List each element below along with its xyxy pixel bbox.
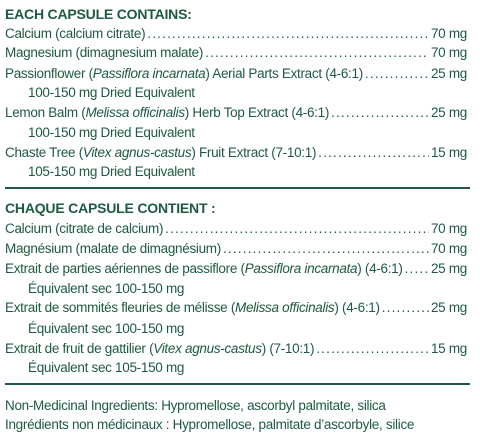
french-ingredient-row <box>5 300 467 316</box>
ingredient-latin-name: Vitex agnus-castus <box>153 341 262 356</box>
ingredient-name: Calcium (citrate de calcium) <box>5 221 164 236</box>
french-ingredient-row <box>5 221 467 237</box>
dot-leader <box>405 261 429 277</box>
ingredient-details: ) Fruit Extract (7-10:1) <box>191 145 317 160</box>
ingredient-name: Extrait de sommités fleuries de mélisse ( <box>5 300 236 315</box>
dot-leader <box>316 341 429 357</box>
dot-leader <box>165 221 429 237</box>
ingredient-name: Lemon Balm ( <box>5 105 86 120</box>
french-dried-equivalent: Équivalent sec 105-150 mg <box>28 360 185 375</box>
ingredient-details: ) (4-6:1) <box>357 261 403 276</box>
dot-leader <box>318 145 429 161</box>
section-divider <box>5 383 470 385</box>
ingredient-name: Passionflower ( <box>5 66 93 81</box>
english-dried-equivalent: 100-150 mg Dried Equivalent <box>28 85 195 100</box>
ingredient-latin-name: Passiflora incarnata <box>92 66 206 81</box>
french-ingredient-row <box>5 341 467 357</box>
english-ingredient-row <box>5 26 467 42</box>
ingredient-latin-name: Melissa officinalis <box>235 300 335 315</box>
dot-leader <box>205 45 429 61</box>
english-dried-equivalent: 105-150 mg Dried Equivalent <box>28 164 195 179</box>
ingredient-name: Magnesium (dimagnesium malate) <box>5 45 204 60</box>
ingredient-latin-name: Passiflora incarnata <box>244 261 358 276</box>
dot-leader <box>382 300 429 316</box>
ingredient-name: Magnésium (malate de dimagnésium) <box>5 241 221 256</box>
ingredient-details: ) (7-10:1) <box>261 341 315 356</box>
ingredient-name: Extrait de fruit de gattilier ( <box>5 341 154 356</box>
english-heading: EACH CAPSULE CONTAINS: <box>5 6 192 22</box>
dot-leader <box>147 26 429 42</box>
dot-leader <box>331 105 429 121</box>
non-medicinal-ingredients-fr: Ingrédients non médicinaux : Hypromellose, palmitate d’ascorbyle, silice <box>5 417 415 432</box>
ingredient-amount: 15 mg <box>430 341 467 356</box>
french-dried-equivalent: Équivalent sec 100-150 mg <box>28 281 185 296</box>
ingredient-amount: 25 mg <box>430 261 467 276</box>
ingredient-latin-name: Melissa officinalis <box>85 105 185 120</box>
ingredient-amount: 15 mg <box>430 145 467 160</box>
french-dried-equivalent: Équivalent sec 100-150 mg <box>28 321 185 336</box>
non-medicinal-ingredients-en: Non-Medicinal Ingredients: Hypromellose, ascorbyl palmitate, silica <box>5 398 386 413</box>
ingredient-amount: 70 mg <box>430 26 467 41</box>
dot-leader <box>223 241 429 257</box>
ingredient-latin-name: Vitex agnus-castus <box>82 145 192 160</box>
ingredient-amount: 25 mg <box>430 105 467 120</box>
english-dried-equivalent: 100-150 mg Dried Equivalent <box>28 125 195 140</box>
ingredient-amount: 25 mg <box>430 66 467 81</box>
ingredient-amount: 70 mg <box>430 221 467 236</box>
ingredient-amount: 25 mg <box>430 300 467 315</box>
ingredient-name: Calcium (calcium citrate) <box>5 26 146 41</box>
english-ingredient-row <box>5 145 467 161</box>
english-ingredient-row <box>5 45 467 61</box>
ingredient-details: ) (4-6:1) <box>334 300 380 315</box>
ingredient-name: Extrait de parties aériennes de passiflore ( <box>5 261 245 276</box>
dot-leader <box>365 66 429 82</box>
ingredient-details: ) Aerial Parts Extract (4-6:1) <box>205 66 363 81</box>
ingredient-amount: 70 mg <box>430 241 467 256</box>
ingredient-amount: 70 mg <box>430 45 467 60</box>
english-ingredient-row <box>5 105 467 121</box>
french-ingredient-row <box>5 261 467 277</box>
ingredient-name: Chaste Tree ( <box>5 145 83 160</box>
ingredient-details: ) Herb Top Extract (4-6:1) <box>184 105 330 120</box>
french-ingredient-row <box>5 241 467 257</box>
section-divider <box>5 187 470 189</box>
english-ingredient-row <box>5 66 467 82</box>
french-heading: CHAQUE CAPSULE CONTIENT : <box>5 200 216 216</box>
